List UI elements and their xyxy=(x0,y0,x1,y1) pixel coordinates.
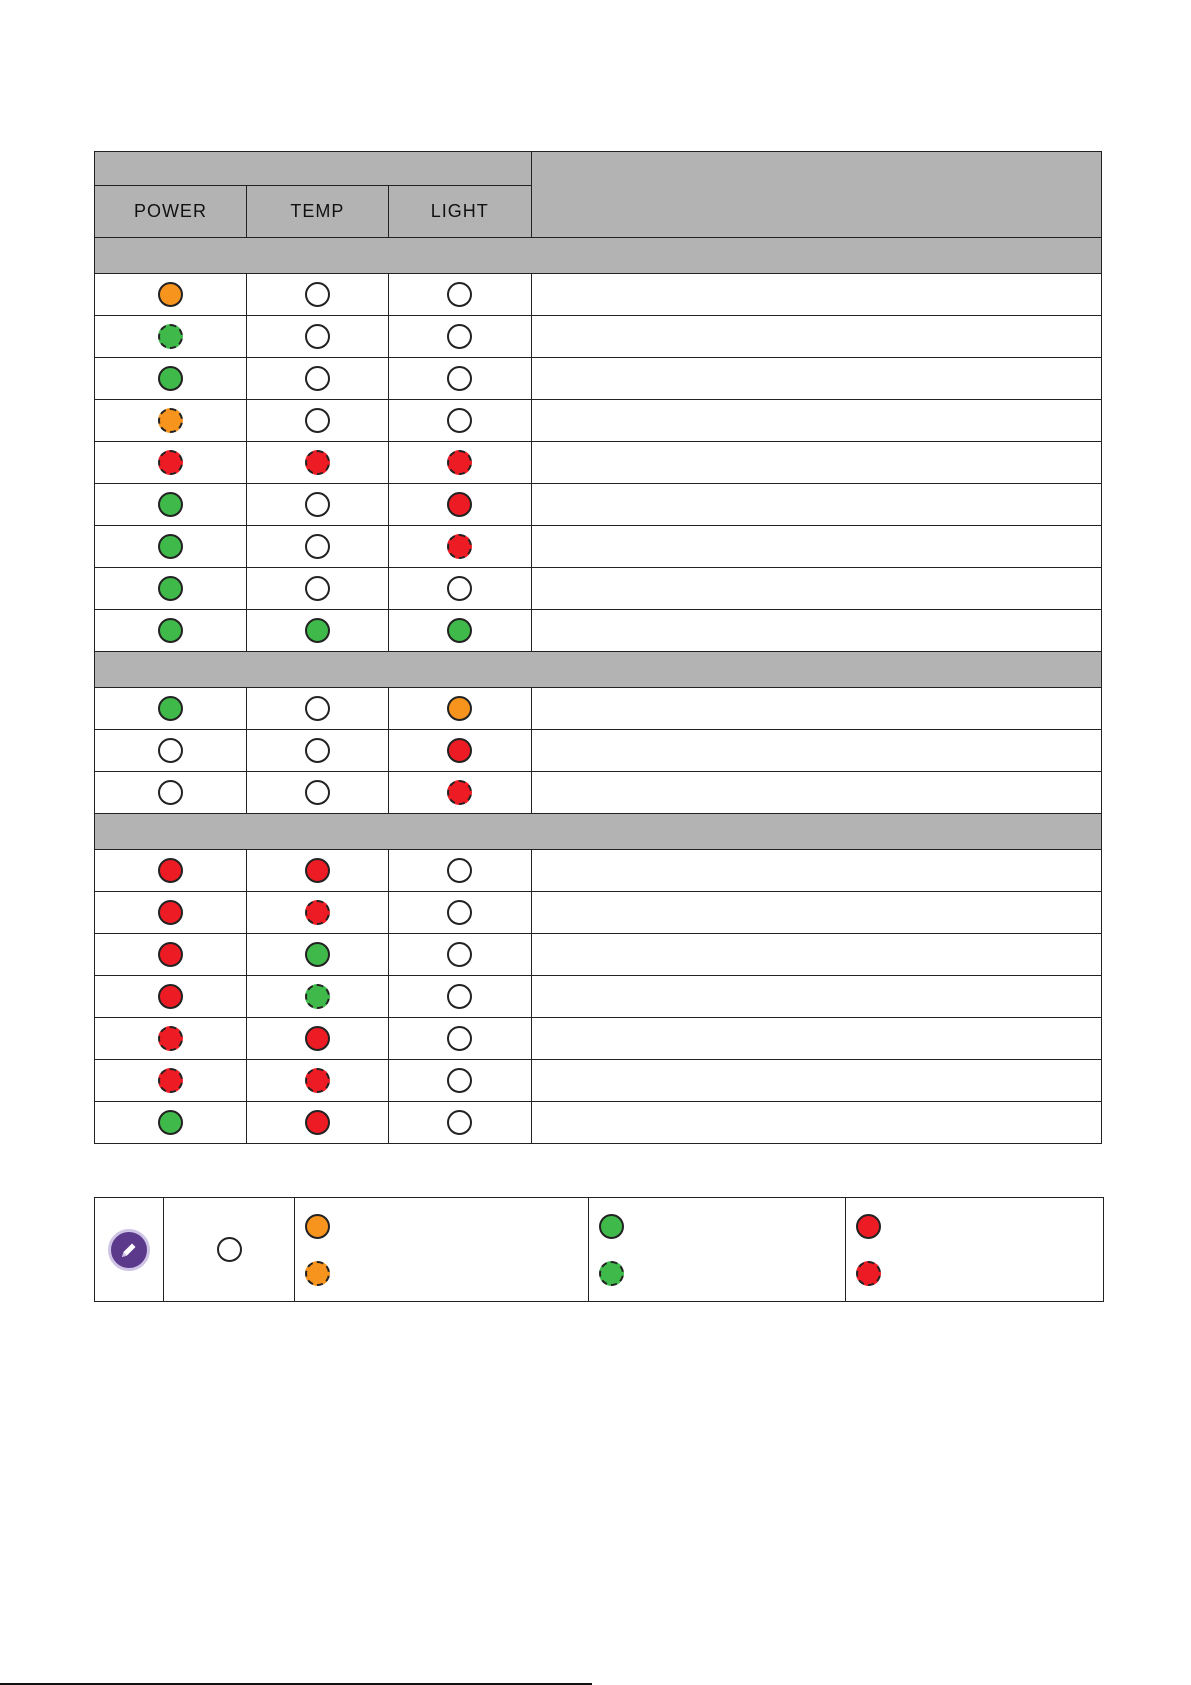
table-row xyxy=(95,892,1102,934)
temp-led-cell xyxy=(246,934,388,976)
light-led-off-icon xyxy=(447,1110,472,1135)
light-led-cell xyxy=(388,484,531,526)
power-led-off-icon xyxy=(158,738,183,763)
power-led-red-flash-icon xyxy=(158,450,183,475)
table-row xyxy=(95,1102,1102,1144)
temp-led-cell xyxy=(246,730,388,772)
power-led-cell xyxy=(95,358,247,400)
status-description-cell xyxy=(531,934,1101,976)
legend-led-green-flash-icon xyxy=(599,1261,624,1286)
legend-off-cell xyxy=(164,1198,295,1302)
power-led-red-icon xyxy=(158,858,183,883)
power-led-red-icon xyxy=(158,984,183,1009)
temp-led-off-icon xyxy=(305,780,330,805)
table-row xyxy=(95,526,1102,568)
power-led-red-icon xyxy=(158,942,183,967)
temp-led-cell xyxy=(246,442,388,484)
power-led-cell xyxy=(95,526,247,568)
power-led-cell xyxy=(95,934,247,976)
temp-led-cell xyxy=(246,358,388,400)
temp-led-red-icon xyxy=(305,1110,330,1135)
status-description-cell xyxy=(531,610,1101,652)
led-table-body xyxy=(95,238,1102,1144)
section-header xyxy=(95,652,1102,688)
power-led-cell xyxy=(95,610,247,652)
light-led-off-icon xyxy=(447,408,472,433)
temp-led-off-icon xyxy=(305,534,330,559)
light-led-off-icon xyxy=(447,324,472,349)
status-description-cell xyxy=(531,400,1101,442)
temp-led-off-icon xyxy=(305,282,330,307)
status-description-cell xyxy=(531,484,1101,526)
pencil-note-icon xyxy=(108,1229,150,1271)
light-led-red-flash-icon xyxy=(447,450,472,475)
note-icon-cell xyxy=(95,1198,164,1302)
power-led-cell xyxy=(95,484,247,526)
table-row xyxy=(95,316,1102,358)
temp-led-cell xyxy=(246,1018,388,1060)
power-led-cell xyxy=(95,1018,247,1060)
light-led-cell xyxy=(388,274,531,316)
status-meaning-header xyxy=(531,152,1101,238)
temp-led-off-icon xyxy=(305,738,330,763)
temp-led-cell xyxy=(246,568,388,610)
power-led-green-icon xyxy=(158,492,183,517)
temp-led-cell xyxy=(246,400,388,442)
status-description-cell xyxy=(531,730,1101,772)
temp-led-cell xyxy=(246,274,388,316)
power-led-green-icon xyxy=(158,534,183,559)
light-led-cell xyxy=(388,730,531,772)
legend-led-red-flash-icon xyxy=(856,1261,881,1286)
table-row xyxy=(95,934,1102,976)
light-led-cell xyxy=(388,442,531,484)
power-led-cell xyxy=(95,892,247,934)
power-led-cell xyxy=(95,568,247,610)
status-description-cell xyxy=(531,274,1101,316)
table-row xyxy=(95,850,1102,892)
temp-led-cell xyxy=(246,484,388,526)
light-led-cell xyxy=(388,976,531,1018)
light-led-cell xyxy=(388,1102,531,1144)
temp-led-cell xyxy=(246,316,388,358)
power-led-red-flash-icon xyxy=(158,1068,183,1093)
table-row xyxy=(95,484,1102,526)
temp-led-off-icon xyxy=(305,492,330,517)
light-led-off-icon xyxy=(447,1068,472,1093)
light-led-off-icon xyxy=(447,900,472,925)
table-row xyxy=(95,730,1102,772)
temp-led-off-icon xyxy=(305,408,330,433)
power-led-cell xyxy=(95,316,247,358)
table-row xyxy=(95,1060,1102,1102)
power-led-cell xyxy=(95,1102,247,1144)
light-led-cell xyxy=(388,892,531,934)
led-indicator-table xyxy=(94,151,1102,1144)
power-led-cell xyxy=(95,274,247,316)
temp-led-cell xyxy=(246,526,388,568)
light-led-cell xyxy=(388,610,531,652)
section-header xyxy=(95,238,1102,274)
light-led-off-icon xyxy=(447,366,472,391)
temp-led-cell xyxy=(246,688,388,730)
status-description-cell xyxy=(531,892,1101,934)
light-led-off-icon xyxy=(447,942,472,967)
light-led-off-icon xyxy=(447,984,472,1009)
power-led-cell xyxy=(95,1060,247,1102)
power-led-green-icon xyxy=(158,618,183,643)
temp-led-cell xyxy=(246,610,388,652)
section-header xyxy=(95,814,1102,850)
section-header-row xyxy=(95,238,1102,274)
table-row xyxy=(95,772,1102,814)
power-led-green-icon xyxy=(158,1110,183,1135)
light-led-cell xyxy=(388,850,531,892)
temp-led-cell xyxy=(246,772,388,814)
light-led-red-flash-icon xyxy=(447,534,472,559)
light-led-cell xyxy=(388,400,531,442)
light-led-cell xyxy=(388,688,531,730)
status-description-cell xyxy=(531,688,1101,730)
light-led-off-icon xyxy=(447,282,472,307)
light-led-cell xyxy=(388,1060,531,1102)
temp-led-off-icon xyxy=(305,576,330,601)
temp-led-cell xyxy=(246,1060,388,1102)
power-led-cell xyxy=(95,688,247,730)
status-description-cell xyxy=(531,850,1101,892)
table-row xyxy=(95,358,1102,400)
light-led-cell xyxy=(388,316,531,358)
temp-led-red-flash-icon xyxy=(305,1068,330,1093)
table-row xyxy=(95,1018,1102,1060)
status-description-cell xyxy=(531,526,1101,568)
legend-red-cell xyxy=(846,1198,1104,1302)
temp-led-cell xyxy=(246,976,388,1018)
power-led-green-icon xyxy=(158,366,183,391)
temp-led-green-flash-icon xyxy=(305,984,330,1009)
light-led-off-icon xyxy=(447,1026,472,1051)
temp-led-red-flash-icon xyxy=(305,900,330,925)
power-led-orange-icon xyxy=(158,282,183,307)
power-led-green-flash-icon xyxy=(158,324,183,349)
section-header-row xyxy=(95,814,1102,850)
legend-led-green-icon xyxy=(599,1214,624,1239)
table-row xyxy=(95,976,1102,1018)
power-led-cell xyxy=(95,442,247,484)
power-led-cell xyxy=(95,850,247,892)
status-description-cell xyxy=(531,1018,1101,1060)
temp-column-header: TEMP xyxy=(246,186,388,238)
temp-led-cell xyxy=(246,850,388,892)
status-description-cell xyxy=(531,1102,1101,1144)
light-led-cell xyxy=(388,1018,531,1060)
light-led-off-icon xyxy=(447,858,472,883)
power-led-green-icon xyxy=(158,696,183,721)
status-description-cell xyxy=(531,568,1101,610)
light-led-cell xyxy=(388,934,531,976)
power-led-orange-flash-icon xyxy=(158,408,183,433)
power-led-red-icon xyxy=(158,900,183,925)
light-led-cell xyxy=(388,526,531,568)
temp-led-green-icon xyxy=(305,618,330,643)
temp-led-green-icon xyxy=(305,942,330,967)
temp-led-cell xyxy=(246,892,388,934)
power-column-header: POWER xyxy=(95,186,247,238)
temp-led-red-icon xyxy=(305,1026,330,1051)
light-led-cell xyxy=(388,568,531,610)
status-description-cell xyxy=(531,976,1101,1018)
table-row xyxy=(95,610,1102,652)
light-led-red-icon xyxy=(447,738,472,763)
table-row xyxy=(95,274,1102,316)
power-led-red-flash-icon xyxy=(158,1026,183,1051)
temp-led-red-flash-icon xyxy=(305,450,330,475)
table-row xyxy=(95,400,1102,442)
status-description-cell xyxy=(531,1060,1101,1102)
status-description-cell xyxy=(531,316,1101,358)
light-led-red-flash-icon xyxy=(447,780,472,805)
table-row xyxy=(95,688,1102,730)
light-column-header: LIGHT xyxy=(388,186,531,238)
legend-led-off-icon xyxy=(217,1237,242,1262)
light-led-off-icon xyxy=(447,576,472,601)
table-row xyxy=(95,568,1102,610)
power-led-cell xyxy=(95,772,247,814)
power-led-cell xyxy=(95,730,247,772)
power-led-green-icon xyxy=(158,576,183,601)
light-led-cell xyxy=(388,358,531,400)
legend-led-red-icon xyxy=(856,1214,881,1239)
legend-led-orange-flash-icon xyxy=(305,1261,330,1286)
temp-led-off-icon xyxy=(305,696,330,721)
temp-led-off-icon xyxy=(305,324,330,349)
power-led-cell xyxy=(95,400,247,442)
status-description-cell xyxy=(531,442,1101,484)
legend-green-cell xyxy=(589,1198,846,1302)
led-legend-note xyxy=(94,1197,1104,1302)
status-description-cell xyxy=(531,772,1101,814)
section-header-row xyxy=(95,652,1102,688)
temp-led-off-icon xyxy=(305,366,330,391)
legend-orange-cell xyxy=(295,1198,589,1302)
light-led-orange-icon xyxy=(447,696,472,721)
power-led-cell xyxy=(95,976,247,1018)
temp-led-cell xyxy=(246,1102,388,1144)
status-description-cell xyxy=(531,358,1101,400)
temp-led-red-icon xyxy=(305,858,330,883)
light-led-green-icon xyxy=(447,618,472,643)
power-led-off-icon xyxy=(158,780,183,805)
table-row xyxy=(95,442,1102,484)
led-group-header xyxy=(95,152,532,186)
light-led-red-icon xyxy=(447,492,472,517)
legend-led-orange-icon xyxy=(305,1214,330,1239)
light-led-cell xyxy=(388,772,531,814)
